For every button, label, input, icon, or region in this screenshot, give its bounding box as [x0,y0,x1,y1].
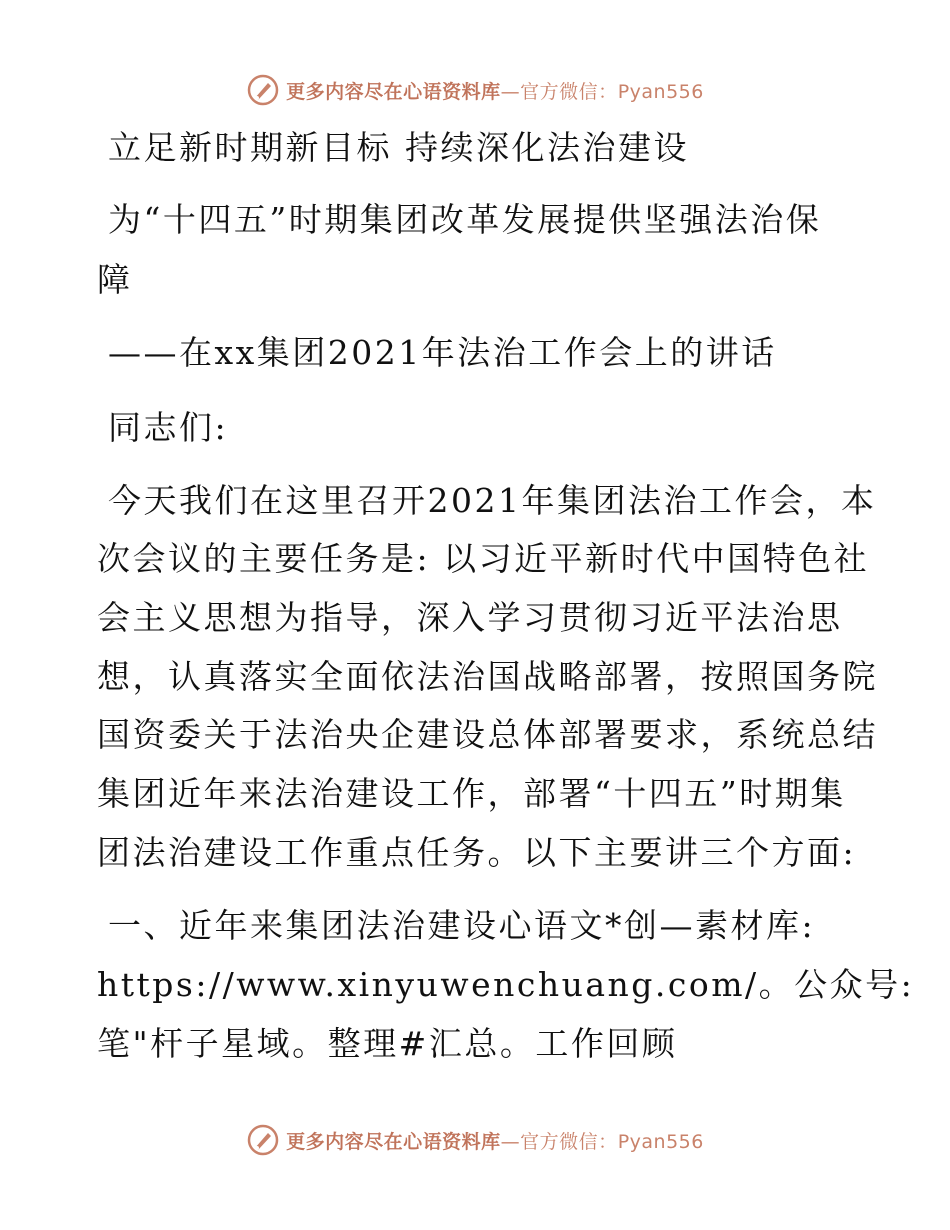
paragraph-line: 团法治建设工作重点任务。以下主要讲三个方面: [97,833,857,872]
banner-site-name: 更多内容尽在心语资料库 [286,1130,501,1153]
section-heading-line: 一、近年来集团法治建设心语文*创—素材库: [108,906,816,945]
banner-dash: — [500,80,521,103]
footer-watermark-banner [0,1122,950,1158]
banner-text [286,1127,704,1154]
banner-site-name: 更多内容尽在心语资料库 [286,80,501,103]
section-heading-line: 笔"杆子星域。整理#汇总。工作回顾 [97,1024,678,1063]
paragraph-line: 会主义思想为指导，深入学习贯彻习近平法治思 [97,598,843,637]
header-watermark-banner [0,72,950,108]
banner-dash: — [500,1130,521,1153]
paragraph-line: 想，认真落实全面依法治国战略部署，按照国务院 [97,657,878,696]
document-subtitle: ——在xx集团2021年法治工作会上的讲话 [108,333,777,372]
paragraph-line: 今天我们在这里召开2021年集团法治工作会，本 [108,481,877,520]
paragraph-line: 次会议的主要任务是: 以习近平新时代中国特色社 [97,539,870,578]
banner-wechat-id: Pyan556 [617,1130,704,1153]
pen-logo-icon [246,73,280,107]
banner-text [286,77,704,104]
document-title-line-2a: 为“十四五”时期集团改革发展提供坚强法治保 [108,200,822,239]
banner-wechat-label: 官方微信： [520,1130,618,1153]
section-heading-line: https://www.xinyuwenchuang.com/。公众号: [97,965,915,1004]
pen-logo-icon [246,1123,280,1157]
paragraph-line: 国资委关于法治央企建设总体部署要求，系统总结 [97,715,878,754]
document-title-line-2b: 障 [97,260,133,299]
document-title-line-1: 立足新时期新目标 持续深化法治建设 [108,128,689,167]
banner-wechat-id: Pyan556 [617,80,704,103]
document-salutation: 同志们: [108,408,229,447]
paragraph-line: 集团近年来法治建设工作，部署“十四五”时期集 [97,774,846,813]
banner-wechat-label: 官方微信： [520,80,618,103]
